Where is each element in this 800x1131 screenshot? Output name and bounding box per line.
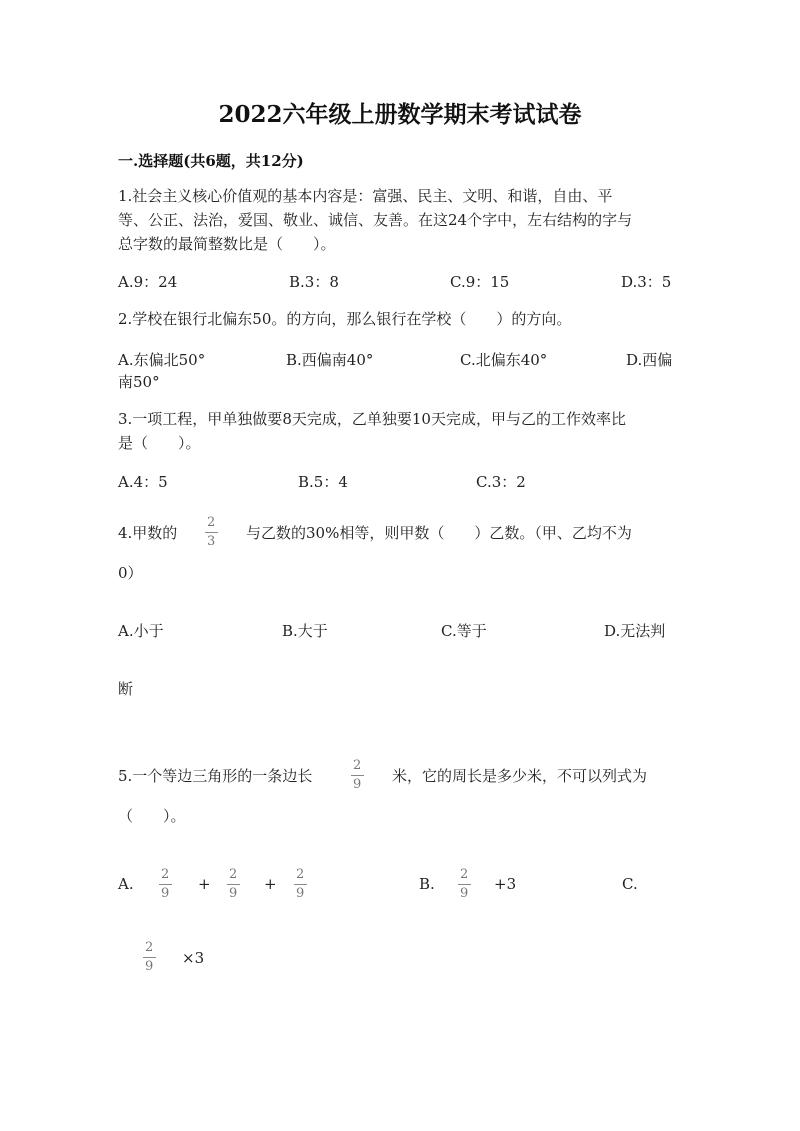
q5-option-b-fraction — [457, 868, 471, 901]
fraction-numerator: 2 — [460, 867, 469, 882]
fraction-bar — [227, 884, 240, 885]
page-title: 2022六年级上册数学期末考试试卷 — [218, 101, 582, 128]
fraction-numerator: 2 — [161, 867, 170, 882]
q2-option-c: C.北偏东40° — [460, 351, 548, 369]
q1-option-c: C.9：15 — [450, 273, 510, 291]
q2-option-d-continued: 南50° — [118, 373, 160, 391]
plus-sign: + — [264, 875, 277, 893]
q2-option-d: D.西偏 — [626, 351, 673, 369]
fraction-bar — [458, 884, 471, 885]
q5-option-b-label: B. — [419, 875, 435, 893]
fraction-bar — [351, 775, 364, 776]
q4-option-c: C.等于 — [441, 622, 487, 640]
fraction-numerator: 2 — [145, 940, 154, 955]
q1-option-b: B.3：8 — [289, 273, 339, 291]
q3-option-b: B.5：4 — [298, 473, 348, 491]
q5-option-b-expression: +3 — [494, 875, 517, 893]
q5-option-c-fraction — [142, 941, 156, 974]
q5-option-a-fraction-2 — [226, 868, 240, 901]
q5-option-a-label: A. — [118, 875, 134, 893]
fraction-denominator: 9 — [229, 886, 238, 901]
fraction-denominator: 9 — [161, 886, 170, 901]
q5-fraction-numerator: 2 — [353, 758, 362, 773]
fraction-bar — [159, 884, 172, 885]
fraction-denominator: 9 — [145, 959, 154, 974]
q3-option-c: C.3：2 — [476, 473, 526, 491]
q4-line2: 0） — [118, 564, 143, 582]
q4-fraction-denominator: 3 — [207, 534, 216, 549]
q5-option-a-fraction-3 — [293, 868, 307, 901]
q1-line1: 1.社会主义核心价值观的基本内容是：富强、民主、文明、和谐，自由、平 — [118, 187, 613, 205]
q3-option-a: A.4：5 — [118, 473, 168, 491]
section-heading: 一.选择题(共6题，共12分) — [118, 152, 304, 170]
q1-option-d: D.3：5 — [621, 273, 672, 291]
q4-option-a: A.小于 — [118, 622, 164, 640]
q4-fraction — [204, 516, 218, 549]
q5-line2: （ ）。 — [118, 807, 186, 825]
q5-fraction — [350, 759, 364, 792]
q5-option-c-label: C. — [622, 875, 638, 893]
q2-option-a: A.东偏北50° — [118, 351, 206, 369]
q1-line2: 等、公正、法治，爱国、敬业、诚信、友善。在这24个字中，左右结构的字与 — [118, 211, 633, 229]
q5-prefix: 5.一个等边三角形的一条边长 — [118, 767, 313, 785]
q1-line3: 总字数的最简整数比是（ ）。 — [118, 235, 336, 253]
q2-option-b: B.西偏南40° — [286, 351, 374, 369]
fraction-bar — [143, 957, 156, 958]
fraction-denominator: 9 — [460, 886, 469, 901]
fraction-bar — [205, 532, 218, 533]
q5-suffix: 米，它的周长是多少米，不可以列式为 — [392, 767, 648, 785]
fraction-bar — [294, 884, 307, 885]
q3-line1: 3.一项工程，甲单独做要8天完成，乙单独要10天完成，甲与乙的工作效率比 — [118, 410, 626, 428]
q5-option-c-expression: ×3 — [182, 949, 205, 967]
fraction-numerator: 2 — [296, 867, 305, 882]
q3-line2: 是（ ）。 — [118, 434, 201, 452]
q4-prefix: 4.甲数的 — [118, 524, 178, 542]
q4-suffix: 与乙数的30%相等，则甲数（ ）乙数。（甲、乙均不为 — [246, 524, 632, 542]
q5-option-a-fraction-1 — [158, 868, 172, 901]
q2-line1: 2.学校在银行北偏东50。的方向，那么银行在学校（ ）的方向。 — [118, 310, 572, 328]
q4-option-b: B.大于 — [282, 622, 328, 640]
q1-option-a: A.9：24 — [118, 273, 178, 291]
q4-option-d: D.无法判 — [604, 622, 666, 640]
q4-fraction-numerator: 2 — [207, 515, 216, 530]
q4-option-d-continued: 断 — [118, 680, 134, 698]
fraction-numerator: 2 — [229, 867, 238, 882]
plus-sign: + — [198, 875, 211, 893]
q5-fraction-denominator: 9 — [353, 777, 362, 792]
fraction-denominator: 9 — [296, 886, 305, 901]
